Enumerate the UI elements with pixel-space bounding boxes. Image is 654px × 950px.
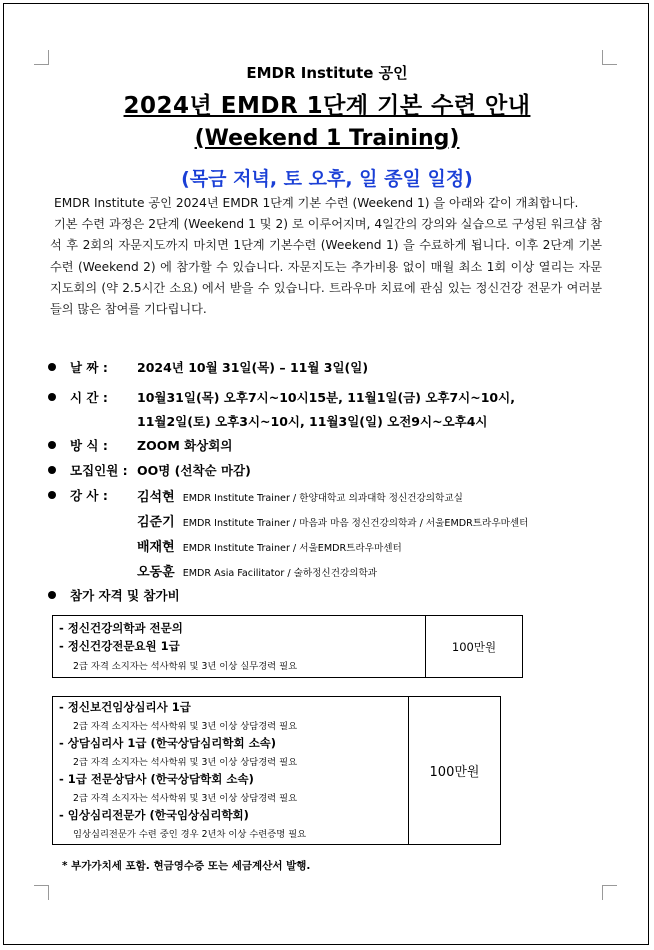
instructor-name: 김준기 <box>137 515 175 530</box>
method-label: 방 식 : <box>70 438 108 453</box>
schedule-note: (목금 저녁, 토 오후, 일 종일 일정) <box>181 168 473 190</box>
time-value-1: 10월31일(목) 오후7시~10시15분, 11월1일(금) 오후7시~10시, <box>137 390 515 405</box>
page-subtitle: (Weekend 1 Training) <box>194 126 460 151</box>
instructor-entry <box>137 561 377 580</box>
bullet-dot <box>48 363 56 371</box>
eligibility-line: - 상담심리사 1급 (한국상담심리학회 소속) <box>59 736 277 750</box>
eligibility-line: - 정신보건임상심리사 1급 <box>59 700 191 714</box>
crop-mark-bottom-left <box>34 885 49 900</box>
time-label: 시 간 : <box>70 390 108 405</box>
intro-paragraph-1: EMDR Institute 공인 2024년 EMDR 1단계 기본 수련 (Weekend 1) 을 아래와 같이 개최합니다. <box>54 196 579 210</box>
bullet-dot <box>48 393 56 401</box>
bullet-dot <box>48 466 56 474</box>
instructor-label: 강 사 : <box>70 488 108 503</box>
instructor-entry <box>137 536 402 555</box>
eligibility-requirement: 2급 자격 소지자는 석사학위 및 3년 이상 상담경력 필요 <box>73 757 298 768</box>
bullet-dot <box>48 591 56 599</box>
instructor-affiliation: EMDR Institute Trainer / 서울EMDR트라우마센터 <box>182 543 402 554</box>
instructor-name: 오동훈 <box>137 565 175 580</box>
intro-paragraph-2: 기본 수련 과정은 2단계 (Weekend 1 및 2) 로 이루어지며, 4일간의 강의와 실습으로 구성된 워크샵 참석 후 2회의 자문지도까지 마치면 1단계 기본수련 (Weekend 1) 을 수료하게 됩니다. 이후 2단계 기본 수련 (Weekend 2) 에 참가할 수 있습니다. 자문지도는 추가비용 없이 매월 최소 1회 이상 열리는 자문지도회의 (약 2.5시간 소요) 에서 받을 수 있습니다. 트라우마 치료에 관심 있는 정신건강 전문가 여러분들의 많은 참여를 기다립니다. <box>50 217 602 317</box>
instructor-affiliation: EMDR Institute Trainer / 마음과 마음 정신건강의학과 / 서울EMDR트라우마센터 <box>182 518 529 529</box>
bullet-dot <box>48 491 56 499</box>
bullet-dot <box>48 441 56 449</box>
eligibility-requirement: 임상심리전문가 수련 중인 경우 2년차 이상 수련증명 필요 <box>73 829 307 840</box>
eligibility-line: - 정신건강의학과 전문의 <box>59 621 183 635</box>
method-value: ZOOM 화상회의 <box>137 438 233 453</box>
eligibility-label: 참가 자격 및 참가비 <box>70 588 180 603</box>
instructor-affiliation: EMDR Asia Facilitator / 술하정신건강의학과 <box>182 568 378 579</box>
vat-footnote: * 부가가치세 포함. 현금영수증 또는 세금계산서 발행. <box>62 860 311 872</box>
eligibility-requirement: 2급 자격 소지자는 석사학위 및 3년 이상 상담경력 필요 <box>73 721 298 732</box>
fee-amount: 100만원 <box>408 697 500 844</box>
recruit-label: 모집인원 : <box>70 463 128 478</box>
crop-mark-bottom-right <box>602 885 617 900</box>
date-value: 2024년 10월 31일(목) – 11월 3일(일) <box>137 360 369 375</box>
instructor-entry <box>137 486 463 505</box>
instructor-affiliation: EMDR Institute Trainer / 한양대학교 의과대학 정신건강의학교실 <box>182 493 463 504</box>
time-value-2: 11월2일(토) 오후3시~10시, 11월3일(일) 오전9시~오후4시 <box>137 414 488 429</box>
institute-heading: EMDR Institute 공인 <box>246 64 408 82</box>
date-label: 날 짜 : <box>70 360 108 375</box>
fee-table-psychiatry <box>52 615 523 678</box>
fee-table-psychology <box>52 696 501 845</box>
eligibility-requirement: 2급 자격 소지자는 석사학위 및 3년 이상 상담경력 필요 <box>73 793 298 804</box>
eligibility-line: - 1급 전문상담사 (한국상담학회 소속) <box>59 772 254 786</box>
eligibility-line: - 임상심리전문가 (한국임상심리학회) <box>59 808 249 822</box>
instructor-name: 김석현 <box>137 490 175 505</box>
recruit-value: OO명 (선착순 마감) <box>137 463 251 478</box>
fee-amount: 100만원 <box>425 616 522 677</box>
instructor-name: 배재현 <box>137 540 175 555</box>
eligibility-requirement: 2급 자격 소지자는 석사학위 및 3년 이상 실무경력 필요 <box>73 661 298 672</box>
eligibility-line: - 정신건강전문요원 1급 <box>59 639 180 653</box>
intro-text <box>50 193 602 320</box>
page-title: 2024년 EMDR 1단계 기본 수련 안내 <box>123 93 531 119</box>
instructor-entry <box>137 511 528 530</box>
